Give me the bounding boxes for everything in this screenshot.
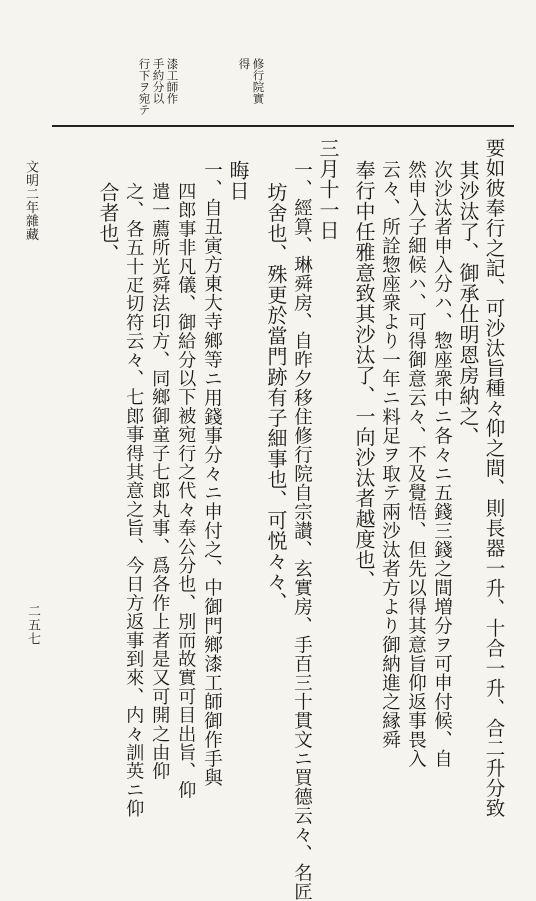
text-column-1: 要如彼奉行之記、可沙汰旨種々仰之間、則長器一升、十合一升、合二升分致 bbox=[482, 138, 506, 818]
headnote-2b: 手約分以 bbox=[151, 58, 166, 104]
text-column-4: 然申入子細候ハ、可得御意云々、不及覺悟、但先以得其意旨仰返事畏入 bbox=[405, 160, 427, 768]
text-column-3: 次沙汰者申入分ハ、惣座衆中ニ各々ニ五錢三錢之間増分ヲ可申付候、自 bbox=[431, 160, 453, 768]
headnote-2c: 行下ヲ宛テ bbox=[137, 58, 152, 116]
text-column-15: 合者也、 bbox=[96, 182, 120, 264]
date-heading-last-day: 晦日 bbox=[226, 160, 250, 201]
date-heading-march-11: 三月十一日 bbox=[316, 138, 340, 241]
text-column-9: 坊舍也、殊更於當門跡有子細事也、可悦々々、 bbox=[264, 182, 288, 613]
text-column-11: 一、自丑寅方東大寺鄉等ニ用錢事分々ニ申付之、中御門鄉漆工師御作手與 bbox=[201, 160, 223, 787]
text-column-6: 奉行中任雅意致其沙汰了、一向沙汰者越度也、 bbox=[352, 160, 376, 591]
running-title: 文明二年雜藏 bbox=[23, 160, 38, 241]
text-column-8: 一、經算、琳舜房、自昨夕移住修行院自宗讃、玄實房、手百三十貫文ニ買德云々、名匠 bbox=[291, 160, 313, 901]
text-column-14: 之、各五十疋切符云々、七郎事得其意之旨、今日方返事到來、内々訓英ニ仰 bbox=[123, 182, 145, 818]
page-number: 二五七 bbox=[25, 604, 40, 646]
text-column-5: 云々、所詮惣座衆より一年ニ料足ヲ取テ兩沙汰者方より御納進之縁舜 bbox=[379, 160, 401, 749]
text-column-2: 其沙汰了、御承仕明恩房納之、 bbox=[456, 160, 480, 447]
headnote-1a: 修行院實 bbox=[251, 58, 266, 104]
headnote-2a: 漆工師作 bbox=[165, 58, 180, 104]
text-column-13: 遣一薦所光舜法印方、同鄉御童子七郎丸事、爲各作上者是又可開之由仰 bbox=[149, 182, 171, 781]
header-rule bbox=[52, 125, 514, 127]
headnote-1b: 得 bbox=[237, 58, 252, 70]
text-column-12: 四郎事非凡儀、御給分以下被宛行之代々奉公分也、別而故實可目出旨、仰 bbox=[175, 182, 197, 800]
